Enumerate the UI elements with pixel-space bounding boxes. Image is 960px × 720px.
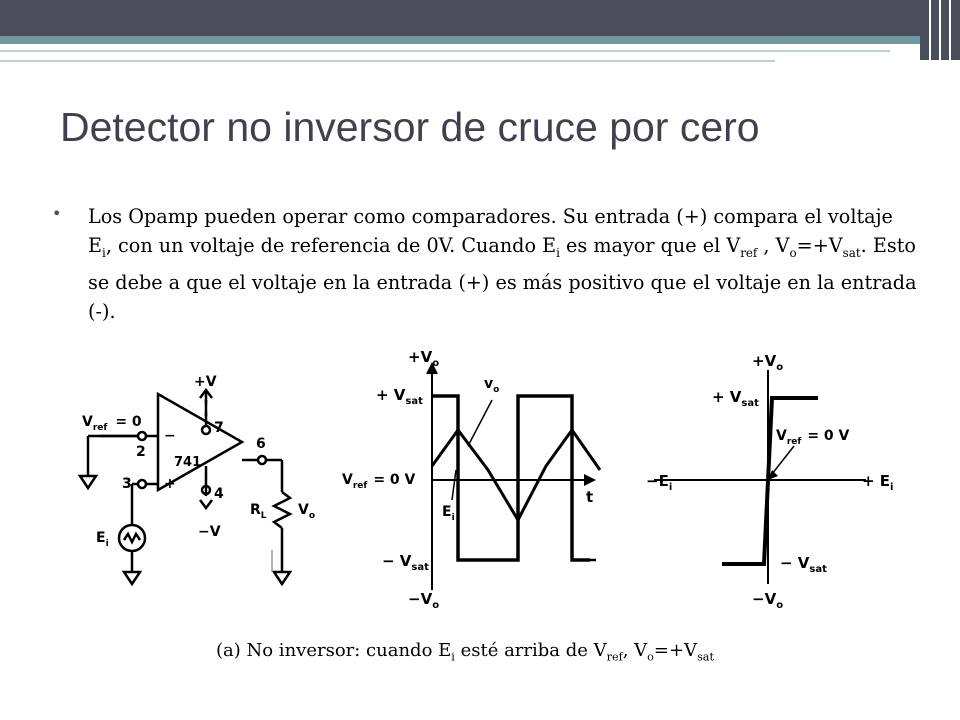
pin6-node xyxy=(258,456,266,464)
waveform-plot xyxy=(342,348,600,611)
ground-symbol-2 xyxy=(124,572,140,584)
ac-source xyxy=(119,525,145,551)
vref-label: $V_{ref} = 0$ xyxy=(82,414,142,433)
pin6-label: 6 xyxy=(256,436,266,452)
waveform-x-arrow xyxy=(584,474,596,486)
figure-caption: (a) No inversor: cuando $E_i$ esté arriba de $V_{ref}$, $V_o=+V_{sat}$ xyxy=(216,640,714,664)
transfer-minus-vsat-label: − $V_{sat}$ xyxy=(780,554,827,575)
minus-v-arrow xyxy=(200,500,212,508)
header-rule xyxy=(0,50,890,52)
wave-t-label: t xyxy=(586,488,594,506)
page-title: Detector no inversor de cruce por cero xyxy=(60,104,760,150)
transfer-plot xyxy=(646,352,893,611)
bullet-paragraph xyxy=(52,202,922,326)
ground-symbol-3 xyxy=(274,572,290,584)
load-resistor xyxy=(274,492,290,528)
transfer-plus-vo-label: $+V_o$ xyxy=(752,352,784,373)
wave-minus-vsat-label: − $V_{sat}$ xyxy=(382,552,429,573)
vo-pointer xyxy=(468,400,492,446)
transfer-vref-label: $V_{ref} = 0$ V xyxy=(776,428,850,447)
ac-wave xyxy=(124,534,140,542)
wave-vo-curve-label: $v_o$ xyxy=(484,376,500,395)
circuit-labels xyxy=(82,374,315,549)
transfer-plus-ei-label: + $E_i$ xyxy=(862,472,894,493)
noninverting-sign: + xyxy=(164,476,176,492)
bullet-dot: • xyxy=(52,204,62,223)
wave-minus-vo-label: $-V_o$ xyxy=(408,590,440,611)
minus-v-label: −V xyxy=(198,524,221,540)
transfer-plus-vsat-label: + $V_{sat}$ xyxy=(712,388,759,409)
square-wave xyxy=(432,396,590,560)
opamp-model-label: 741 xyxy=(174,455,202,470)
pin3-label: 3 xyxy=(122,476,132,492)
wave-ei-label: $E_i$ xyxy=(442,504,455,523)
pin2-node xyxy=(138,432,146,440)
ei-label: $E_i$ xyxy=(96,530,109,549)
comparator-figure xyxy=(60,342,894,617)
transfer-vref-pointer xyxy=(772,446,794,474)
transfer-minus-vo-label: $-V_o$ xyxy=(752,590,784,611)
circuit-diagram xyxy=(80,390,290,584)
wave-plus-vo-label: $+V_o$ xyxy=(408,348,440,369)
header-rule-2 xyxy=(0,60,775,62)
plus-v-label: +V xyxy=(194,374,217,390)
bullet-text: Los Opamp pueden operar como comparadores. Su entrada (+) compara el voltaje $E_i$, con un voltaje de referencia de 0V. Cuando $E_i$ es mayor que el $V_{ref}$ , $V_o=+V_{sat}$. Esto se debe a que el voltaje en la entrada (+) es más positivo que el voltaje en la entrada (-). xyxy=(88,205,917,323)
transfer-minus-ei-label: $-E_i$ xyxy=(646,472,673,493)
ei-pointer xyxy=(452,470,456,500)
wave-vref-label: $V_{ref} = 0$ V xyxy=(342,472,416,491)
header-stripe xyxy=(0,36,960,44)
header-bar xyxy=(0,0,960,36)
rl-label: $R_L$ xyxy=(250,502,267,521)
inverting-sign: − xyxy=(164,428,176,444)
pin4-label: 4 xyxy=(214,486,224,502)
header-edge-lines xyxy=(920,0,960,60)
pin3-node xyxy=(138,480,146,488)
pin2-label: 2 xyxy=(136,444,146,460)
pin7-node xyxy=(202,426,210,434)
ground-symbol-1 xyxy=(80,476,96,488)
vo-label: $V_o$ xyxy=(298,502,316,521)
pin7-label: 7 xyxy=(214,420,224,436)
wave-plus-vsat-label: + $V_{sat}$ xyxy=(376,386,423,407)
